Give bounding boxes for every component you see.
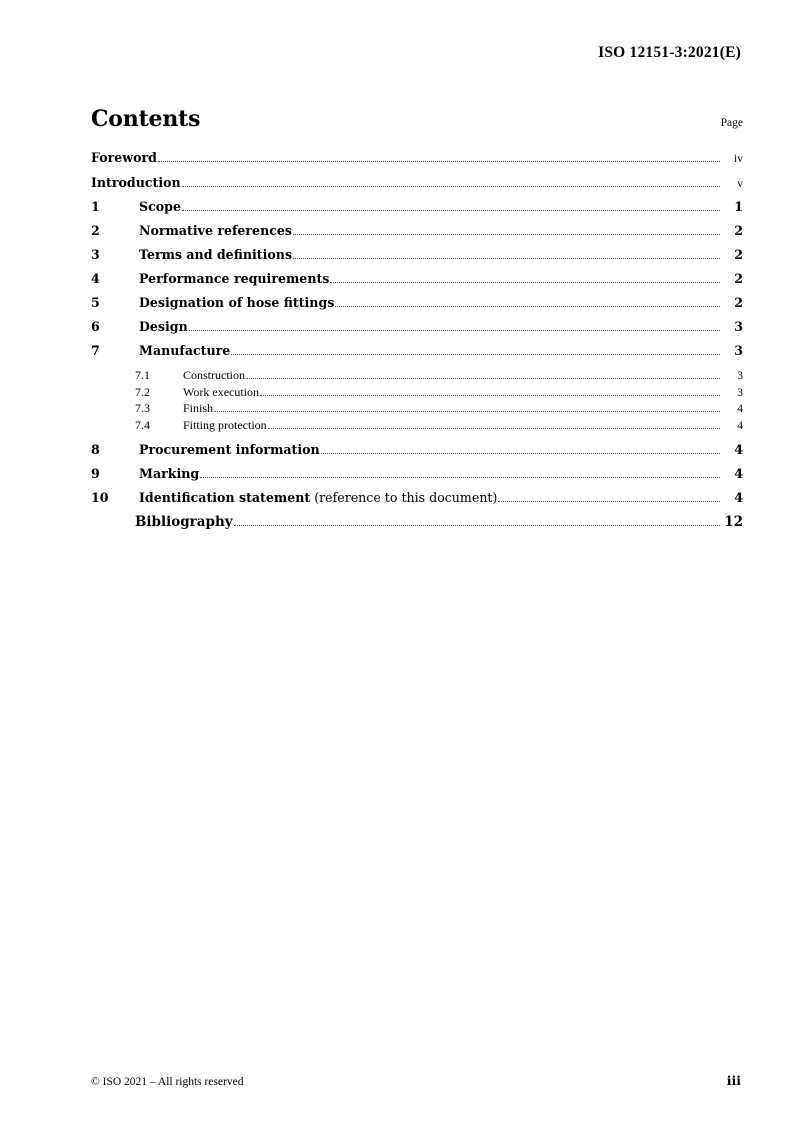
toc-entry-page: 3 (734, 343, 743, 358)
toc-leader-dots (293, 234, 720, 235)
toc-leader-dots (498, 501, 720, 502)
toc-entry-page: 1 (734, 199, 743, 214)
toc-entry-page: 3 (737, 386, 743, 399)
toc-entry-number: 7.3 (135, 401, 150, 415)
toc-entry-page: 3 (734, 319, 743, 334)
toc-entry-number: 4 (91, 271, 100, 286)
toc-leader-dots (182, 186, 720, 187)
toc-entry-number: 1 (91, 199, 100, 214)
table-of-contents (91, 152, 743, 530)
toc-entry-designation-of-hose-fittings[interactable] (91, 297, 743, 310)
toc-leader-dots (293, 258, 720, 259)
toc-entry-label: Scope (139, 199, 181, 214)
toc-entry-page: 2 (734, 223, 743, 238)
toc-leader-dots (182, 210, 720, 211)
toc-entry-number: 7.4 (135, 417, 150, 432)
page-column-label: Page (720, 117, 743, 129)
toc-entry-normative-references[interactable] (91, 225, 743, 238)
toc-entry-work-execution[interactable] (91, 386, 743, 400)
toc-entry-label: Work execution (183, 384, 260, 399)
toc-leader-dots (268, 428, 720, 429)
toc-entry-marking[interactable] (91, 468, 743, 481)
toc-entry-number: 8 (91, 442, 100, 457)
toc-entry-page: 4 (734, 442, 743, 457)
toc-entry-page: 2 (734, 295, 743, 310)
toc-entry-design[interactable] (91, 321, 743, 334)
contents-section (91, 106, 743, 530)
toc-entry-label: Finish (183, 401, 214, 415)
toc-leader-dots (200, 477, 720, 478)
toc-entry-page: 4 (734, 490, 743, 505)
toc-entry-label: Marking (139, 466, 200, 481)
toc-leader-dots (321, 453, 720, 454)
page-number: iii (726, 1073, 741, 1088)
toc-entry-number: 5 (91, 295, 100, 310)
toc-entry-manufacture[interactable] (91, 345, 743, 358)
toc-leader-dots (260, 395, 720, 396)
toc-entry-label: Design (139, 319, 188, 334)
toc-entry-identification-statement[interactable] (91, 492, 743, 505)
toc-entry-number: 9 (91, 466, 100, 481)
toc-entry-label: Fitting protection (183, 417, 267, 432)
toc-entry-page: 12 (724, 514, 743, 530)
toc-entry-number: 6 (91, 319, 100, 334)
toc-entry-page: 4 (737, 419, 743, 432)
toc-entry-label: Terms and definitions (139, 247, 293, 262)
toc-entry-bibliography[interactable] (91, 516, 743, 530)
toc-leader-dots (214, 411, 720, 412)
toc-entry-fitting-protection[interactable] (91, 419, 743, 433)
toc-leader-dots (330, 282, 720, 283)
toc-entry-label: Construction (183, 368, 245, 382)
toc-leader-dots (234, 525, 720, 526)
toc-leader-dots (189, 330, 720, 331)
toc-entry-foreword[interactable] (91, 152, 743, 166)
toc-entry-construction[interactable] (91, 369, 743, 383)
toc-entry-number: 7.2 (135, 384, 150, 399)
toc-entry-label-note: (reference to this document) (310, 490, 498, 505)
toc-entry-label: Performance requirements (139, 271, 330, 286)
toc-entry-page: v (737, 177, 743, 190)
toc-leader-dots (158, 161, 720, 162)
contents-heading-row (91, 106, 743, 132)
page-footer (91, 1073, 741, 1088)
toc-entry-label: Foreword (91, 150, 157, 165)
toc-entry-label: Normative references (139, 223, 293, 238)
toc-entry-page: 3 (737, 370, 743, 382)
document-header-reference: ISO 12151-3:2021(E) (598, 44, 741, 61)
toc-entry-number: 10 (91, 490, 109, 505)
toc-entry-number: 2 (91, 223, 100, 238)
copyright-notice: © ISO 2021 – All rights reserved (91, 1076, 244, 1088)
toc-entry-page: 4 (737, 403, 743, 415)
toc-entry-finish[interactable] (91, 402, 743, 416)
toc-entry-number: 7 (91, 343, 100, 358)
toc-entry-label: Manufacture (139, 343, 231, 358)
toc-entry-label: Bibliography (135, 514, 233, 530)
toc-entry-procurement-information[interactable] (91, 444, 743, 457)
toc-entry-performance-requirements[interactable] (91, 273, 743, 286)
toc-entry-number: 7.1 (135, 368, 150, 382)
toc-leader-dots (335, 306, 720, 307)
toc-entry-page: iv (734, 153, 743, 165)
toc-entry-scope[interactable] (91, 201, 743, 214)
toc-entry-label: Designation of hose fittings (139, 295, 335, 310)
toc-entry-introduction[interactable] (91, 174, 743, 191)
toc-leader-dots (231, 354, 720, 355)
toc-entry-page: 2 (734, 271, 743, 286)
toc-leader-dots (246, 378, 720, 379)
toc-entry-label-main: Identification statement (139, 490, 311, 505)
toc-entry-page: 4 (734, 466, 743, 481)
toc-entry-label: Procurement information (139, 442, 320, 457)
toc-entry-page: 2 (734, 247, 743, 262)
toc-entry-terms-and-definitions[interactable] (91, 249, 743, 262)
toc-entry-number: 3 (91, 247, 100, 262)
toc-entry-label: Introduction (91, 174, 181, 190)
page-title: Contents (91, 106, 201, 132)
toc-entry-label (139, 492, 497, 505)
